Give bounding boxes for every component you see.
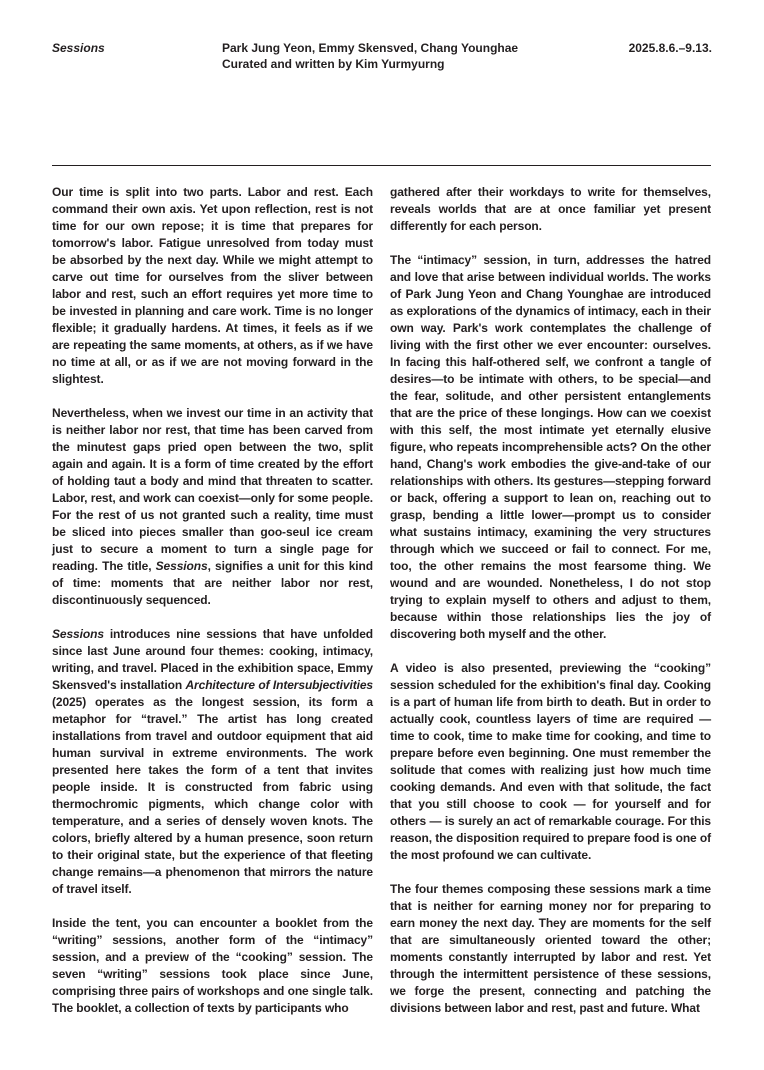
paragraph: The “intimacy” session, in turn, addresses the hatred and love that arise between individual worlds. The works of Park Jung Yeon and Chang Younghae are introduced as explorations of the dynamics of intimacy, each in their own way. Park's work contemplates the challenge of living with the first other we ever encounter: ourselves. In facing this half-othered self, we confront a tangle of desires—to be intimate with others, to be special—and the fear, solitude, and other persistent entanglements that are the price of these longings. How can we coexist with this self, the most intimate yet eternally elusive figure, who repeats incomprehensible acts? On the other hand, Chang's work embodies the give-and-take of our relationships with others. Its gestures—stepping forward or back, offering a support to lean on, reaching out to grasp, bending a little lower—prompt us to consider what sustains intimacy, examining the very structures through which we succeed or fail to connect. For me, too, the other remains the most fearsome thing. We wound and are wounded. Nonetheless, I do not stop trying to explain myself to others and adjust to them, because within those relationships lies the joy of discovering both myself and the other.: [390, 253, 711, 641]
artists-line: Park Jung Yeon, Emmy Skensved, Chang Younghae: [222, 41, 519, 55]
work-title-italic: Architecture of Intersubjectivities: [185, 678, 374, 692]
text-column-right: [390, 184, 711, 1034]
paragraph: The four themes composing these sessions mark a time that is neither for earning money nor for preparing to earn money the next day. They are moments for the self that are simultaneously oriented toward the other; moments constantly interrupted by labor and rest. Yet through the intermittent persistence of these sessions, we forge the present, connecting and patching the divisions between labor and rest, past and future. What: [390, 882, 711, 1015]
header-divider: [52, 165, 711, 166]
paragraph: gathered after their workdays to write for themselves, reveals worlds that are at once familiar yet present differently for each person.: [390, 185, 711, 233]
page-header: [52, 40, 712, 80]
paragraph: Our time is split into two parts. Labor and rest. Each command their own axis. Yet upon reflection, rest is not time for our own repose; it is time that prepares for tomorrow's labor. Fatigue unresolved from today must be absorbed by the next day. While we might attempt to carve out time for ourselves from the sliver between labor and rest, such an effort requires yet more time to be invested in planning and care work. Time is no longer flexible; it gradually hardens. At times, it feels as if we are repeating the same moments, at others, as if we have no time at all, or as if we are not moving forward in the slightest.: [52, 185, 373, 386]
title-italic: Sessions: [155, 559, 208, 573]
paragraph: Sessions introduces nine sessions that have unfolded since last June around four themes: cooking, intimacy, writing, and travel. Placed in the exhibition space, Emmy Skensved's installation Architecture of Intersubjectivities (2025) operates as the longest session, its form a metaphor for “travel.” The artist has long created installations from travel and outdoor equipment that aid human survival in extreme environments. The work presented here takes the form of a tent that invites people inside. It is constructed from fabric using thermochromic pigments, which change color with temperature, and a series of densely woven knots. The colors, briefly altered by a human presence, soon return to their original state, but the experience of that fleeting change remains—a phenomenon that mirrors the nature of travel itself.: [52, 627, 374, 896]
paragraph: Nevertheless, when we invest our time in an activity that is neither labor nor rest, that time has been carved from the minutest gaps pried open between the two, split again and again. It is a form of time created by the effort of holding taut a body and mind that threaten to scatter. Labor, rest, and work can coexist—only for some people. For the rest of us not granted such a reality, time must be sliced into pieces smaller than goo-seul ice cream just to secure a moment to turn a single page for reading. The title, Sessions, signifies a unit for this kind of time: moments that are neither labor nor rest, discontinuously sequenced.: [52, 406, 373, 607]
exhibition-dates: 2025.8.6.–9.13.: [628, 41, 712, 55]
series-title: Sessions: [52, 41, 105, 55]
title-italic: Sessions: [52, 627, 104, 641]
paragraph: A video is also presented, previewing the “cooking” session scheduled for the exhibition's final day. Cooking is a part of human life from birth to death. But in order to actually cook, countless layers of time are required — time to cook, time to make time for cooking, and time to prepare before even beginning. One must remember the solitude that comes with realizing just how much time cooking demands. And even with that solitude, the fact that you still choose to cook — for yourself and for others — is surely an act of remarkable courage. For this reason, the disposition required to prepare food is one of the most profound we can cultivate.: [390, 661, 711, 862]
credits: [222, 40, 518, 72]
curator-line: Curated and written by Kim Yurmyurng: [222, 57, 445, 71]
text-column-left: [52, 184, 373, 1034]
paragraph: Inside the tent, you can encounter a booklet from the “writing” sessions, another form of the “intimacy” session, and a preview of the “cooking” session. The seven “writing” sessions took place since June, comprising three pairs of workshops and one single talk. The booklet, a collection of texts by participants who: [52, 916, 373, 1015]
